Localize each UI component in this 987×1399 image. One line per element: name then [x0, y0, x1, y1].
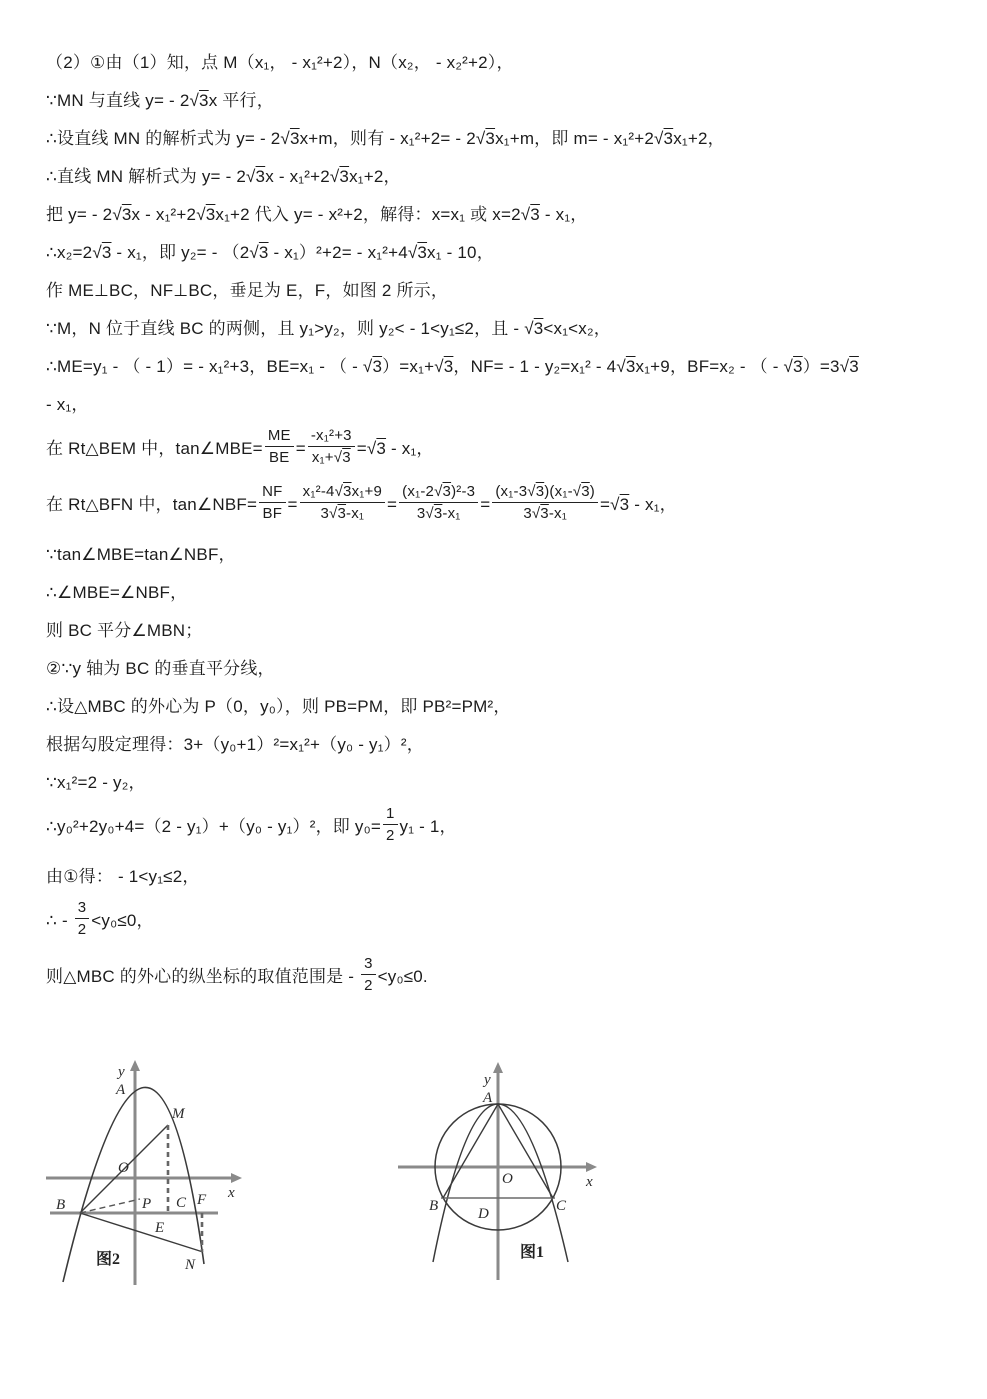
sqrt-radical: √3	[527, 483, 545, 500]
text-line: ∴直线 MN 解析式为 y= - 2√3x - x₁²+2√3x₁+2，	[46, 167, 401, 186]
text-line: ∴ - $\frac{3}{2}$ <y₀≤0，	[46, 899, 154, 938]
fig2-x-axis-arrow-icon	[231, 1173, 242, 1183]
text-line: - x₁，	[46, 395, 89, 414]
fig2-label-N: N	[185, 1257, 196, 1273]
sqrt-radical: √3	[520, 205, 540, 224]
text-line: ∵M，N 位于直线 BC 的两侧，且 y₁>y₂，则 y₂< - 1<y₁≤2，且 - √3<x₁<x₂，	[46, 319, 611, 338]
solution-text	[46, 50, 966, 1014]
sqrt-radical: √3	[572, 483, 590, 500]
text-line: 则 BC 平分∠MBN；	[46, 621, 203, 640]
text-line: ∵MN 与直线 y= - 2√3x 平行，	[46, 91, 274, 110]
sqrt-radical: √3	[783, 357, 803, 376]
fig2-label-O: O	[118, 1160, 129, 1176]
fraction: $\frac{3}{2}$	[361, 955, 376, 994]
fig2-label-y: y	[118, 1064, 125, 1080]
text-line: 在 Rt△BFN 中，tan∠NBF= $\frac{NF}{BF}$ = $\frac{\text{x₁²-4√3x₁+9}}{\text{3√3-x₁}}$ = $\frac{\text{(x₁-2√3)²-3}}{\text{3√3-x₁}}$ = $\frac{\text{(x₁-3√3)(x₁-√3)}}{\text{3√3-x₁}}$ =√3 - x₁，	[46, 483, 677, 522]
text-line: ∴x₂=2√3 - x₁，即 y₂= - （2√3 - x₁）²+2= - x₁²+4√3x₁ - 10，	[46, 243, 494, 262]
fig2-label-F: F	[197, 1192, 207, 1208]
text-line: （2）①由（1）知，点 M（x₁， - x₁²+2），N（x₂， - x₂²+2），	[46, 53, 514, 72]
fig1-label-A: A	[483, 1090, 493, 1106]
fig1-label-y: y	[484, 1072, 491, 1088]
fraction: $\frac{\text{(x₁-2√3)²-3}}{\text{3√3-x₁}}$	[399, 483, 478, 522]
sqrt-radical: √3	[610, 494, 630, 514]
fig1-y-axis-arrow-icon	[493, 1062, 503, 1073]
sqrt-radical: √3	[531, 505, 549, 522]
fraction: $\frac{\text{x₁²-4√3x₁+9}}{\text{3√3-x₁}}$	[300, 483, 385, 522]
text-line: ∴∠MBE=∠NBF，	[46, 583, 188, 602]
text-line: ∴设直线 MN 的解析式为 y= - 2√3x+m，则有 - x₁²+2= - 2√3x₁+m，即 m= - x₁²+2√3x₁+2，	[46, 129, 725, 148]
sqrt-radical: √3	[329, 167, 350, 186]
text-line: ∴ME=y₁ - （ - 1）= - x₁²+3，BE=x₁ - （ - √3）=x₁+√3，NF= - 1 - y₂=x₁² - 4√3x₁+9，BF=x₂ - （ - √3）=3√3	[46, 357, 859, 376]
fraction: $\frac{\text{-x₁²+3}}{\text{x₁+√3}}$	[308, 427, 355, 466]
sqrt-radical: √3	[366, 438, 387, 458]
fig2-label-M: M	[172, 1106, 185, 1122]
fig2-segment-bn	[80, 1213, 203, 1252]
sqrt-radical: √3	[92, 243, 112, 262]
sqrt-radical: √3	[112, 205, 132, 224]
text-line: 把 y= - 2√3x - x₁²+2√3x₁+2 代入 y= - x²+2，解得：x=x₁ 或 x=2√3 - x₁，	[46, 205, 588, 224]
text-line: 由①得： - 1<y₁≤2，	[46, 867, 200, 886]
fig1-x-axis-arrow-icon	[586, 1162, 597, 1172]
sqrt-radical: √3	[434, 483, 452, 500]
fraction: $\frac{NF}{BF}$	[259, 483, 285, 522]
fig1-label-D: D	[478, 1206, 489, 1222]
fig2-label-E: E	[155, 1220, 165, 1236]
sqrt-radical: √3	[616, 357, 636, 376]
text-line: ∴设△MBC 的外心为 P（0，y₀），则 PB=PM，即 PB²=PM²，	[46, 697, 511, 716]
text-line: ②∵y 轴为 BC 的垂直平分线，	[46, 659, 275, 678]
text-line: 作 ME⊥BC，NF⊥BC，垂足为 E，F，如图 2 所示，	[46, 281, 449, 300]
sqrt-radical: √3	[839, 357, 859, 376]
sqrt-radical: √3	[196, 205, 216, 224]
text-line: 在 Rt△BEM 中，tan∠MBE= $\frac{ME}{BE}$ = $\frac{\text{-x₁²+3}}{\text{x₁+√3}}$ =√3 - x₁，	[46, 427, 434, 466]
fig2-label-B: B	[56, 1197, 66, 1213]
figure-2-plot	[38, 1056, 288, 1294]
sqrt-radical: √3	[280, 129, 300, 148]
fig2-dashed-bp	[80, 1199, 140, 1213]
sqrt-radical: √3	[362, 357, 383, 376]
fraction: $\frac{3}{2}$	[75, 899, 90, 938]
fraction: $\frac{ME}{BE}$	[265, 427, 294, 466]
sqrt-radical: √3	[333, 449, 351, 466]
sqrt-radical: √3	[334, 483, 352, 500]
fig2-y-axis-arrow-icon	[130, 1060, 140, 1071]
fig1-label-B: B	[429, 1198, 439, 1214]
sqrt-radical: √3	[189, 91, 209, 110]
fig1-label-C: C	[556, 1198, 567, 1214]
fig1-label-x: x	[586, 1174, 593, 1190]
text-line: 则△MBC 的外心的纵坐标的取值范围是 - $\frac{3}{2}$ <y₀≤0.	[46, 955, 428, 994]
sqrt-radical: √3	[475, 129, 496, 148]
sqrt-radical: √3	[246, 167, 266, 186]
fig2-label-C: C	[176, 1195, 187, 1211]
fraction: $\frac{1}{2}$	[383, 805, 398, 844]
sqrt-radical: √3	[329, 505, 347, 522]
text-line: 根据勾股定理得：3+（y₀+1）²=x₁²+（y₀ - y₁）²，	[46, 735, 424, 754]
fig2-caption: 图2	[96, 1251, 121, 1268]
sqrt-radical: √3	[425, 505, 443, 522]
sqrt-radical: √3	[654, 129, 674, 148]
fig2-label-x: x	[228, 1185, 235, 1201]
sqrt-radical: √3	[434, 357, 454, 376]
sqrt-radical: √3	[407, 243, 428, 262]
fig2-label-P: P	[142, 1196, 152, 1212]
fig2-label-A: A	[116, 1082, 126, 1098]
text-line: ∵x₁²=2 - y₂，	[46, 773, 146, 792]
fig1-chord-ab	[443, 1104, 498, 1198]
text-line: ∵tan∠MBE=tan∠NBF，	[46, 545, 236, 564]
text-line: ∴y₀²+2y₀+4=（2 - y₁）+（y₀ - y₁）²，即 y₀= $\frac{1}{2}$ y₁ - 1，	[46, 805, 457, 844]
fig1-caption: 图1	[520, 1244, 545, 1261]
figure-1-plot	[393, 1056, 613, 1294]
sqrt-radical: √3	[249, 243, 269, 262]
fraction: $\frac{\text{(x₁-3√3)(x₁-√3)}}{\text{3√3-x₁}}$	[492, 483, 598, 522]
sqrt-radical: √3	[524, 319, 544, 338]
fig1-label-O: O	[502, 1171, 513, 1187]
